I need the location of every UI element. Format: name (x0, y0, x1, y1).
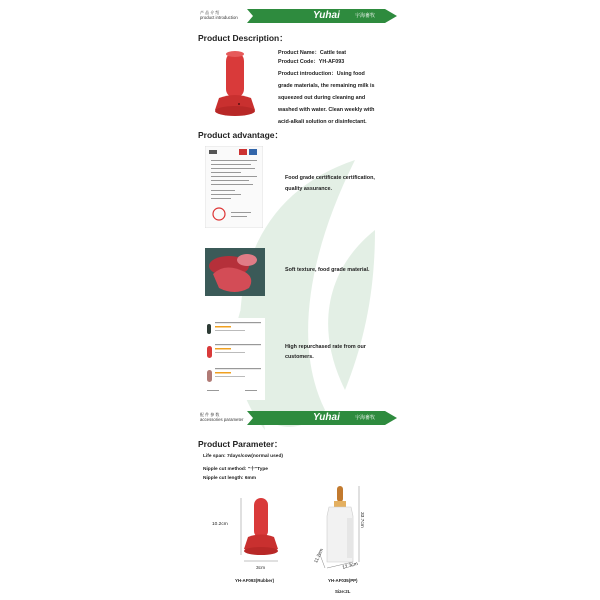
brand-logo-cn: 宇海畜牧 (355, 415, 376, 421)
advantage-heading: Product advantage： (198, 130, 284, 140)
cattle-teat-image (205, 48, 265, 123)
bottle-depth-label: 11.2cm (314, 548, 326, 565)
brand-logo-cn: 宇海畜牧 (355, 13, 376, 19)
teat-width-label: 3cm (256, 566, 266, 571)
teat-height-label: 10.2cm (212, 522, 228, 527)
product-intro-line-4: washed with water. Clean weekly with (278, 107, 375, 113)
bottle-dimension-drawing (313, 482, 373, 574)
section-banner-product-introduction (195, 9, 410, 23)
bottle-model-label: YH-AF035(PP) (328, 578, 358, 583)
brand-logo: Yuhai (313, 10, 340, 21)
bottle-width-label: 12.3cm (342, 561, 359, 571)
banner-en-title: accessories parameter (200, 417, 244, 422)
product-intro-line-2: grade materials, the remaining milk is (278, 83, 375, 89)
bottle-size-label: Size:2L (335, 589, 351, 594)
advantage-1-line-2: quality assurance. (285, 186, 333, 192)
banner-cn-title: 配 件 参 数 (200, 412, 220, 417)
section-banner-accessories-parameter (195, 411, 410, 425)
advantage-3-line-1: High repurchased rate from our (285, 344, 366, 350)
banner-en-title: product introduction (200, 15, 238, 20)
certificate-image (205, 146, 263, 228)
customer-reviews-image (205, 318, 265, 400)
product-intro-line-1: Product introduction：Using food (278, 71, 365, 77)
advantage-2: Soft texture, food grade material. (285, 267, 370, 273)
nipple-cut-method: Nipple cut method: "十"Type (203, 467, 268, 472)
product-name: Product Name：Cattle teat (278, 50, 346, 56)
product-code: Product Code：YH-AF093 (278, 59, 345, 65)
brand-logo: Yuhai (313, 412, 340, 423)
advantage-1-line-1: Food grade certificate certification, (285, 175, 375, 181)
description-heading: Product Description： (198, 33, 288, 43)
soft-texture-image (205, 248, 265, 296)
teat-model-label: YH-AF093(Rubber) (235, 578, 275, 583)
product-intro-line-3: squeezed out during cleaning and (278, 95, 366, 101)
bottle-height-label: 33.7cm (359, 512, 364, 528)
advantage-3-line-2: customers. (285, 354, 314, 360)
parameter-heading: Product Parameter： (198, 439, 283, 449)
product-detail-page (195, 0, 410, 600)
teat-dimension-drawing (239, 495, 285, 570)
life-span: Life span: 7days/cow(normal used) (203, 454, 283, 459)
product-intro-line-5: acid-alkali solution or disinfectant. (278, 119, 367, 125)
banner-cn-title: 产 品 介 绍 (200, 10, 220, 15)
nipple-cut-length: Nipple cut length: 6mm (203, 476, 257, 481)
